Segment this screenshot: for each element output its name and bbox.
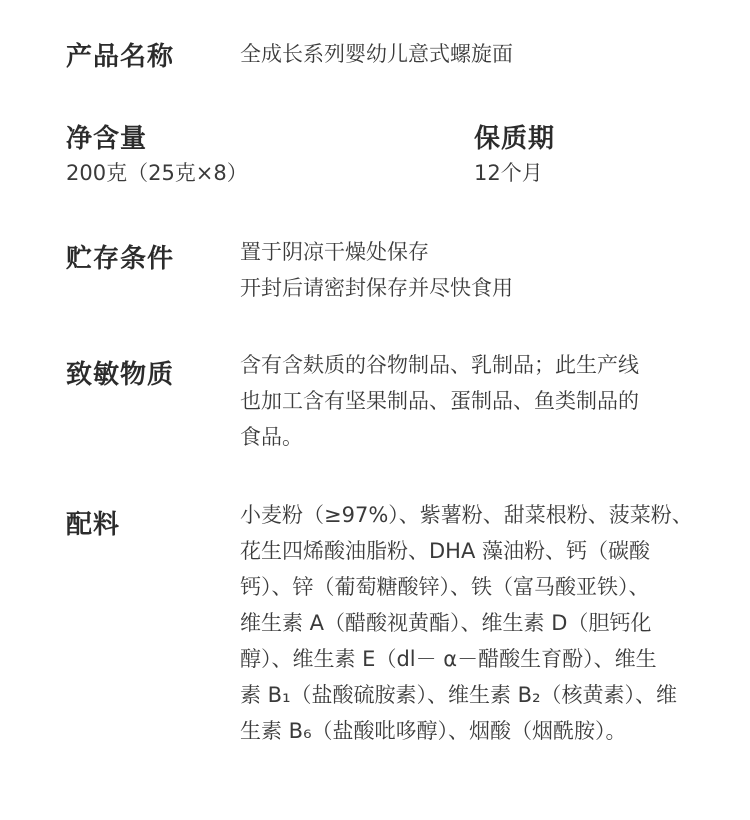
product-name-label: 产品名称 — [66, 42, 175, 72]
ingredients-line: 生素 B₆（盐酸吡哆醇）、烟酸（烟酰胺）。 — [240, 719, 627, 743]
allergens-label: 致敏物质 — [66, 360, 175, 390]
net-content-label: 净含量 — [66, 124, 148, 154]
ingredients-line: 素 B₁（盐酸硫胺素）、维生素 B₂（核黄素）、维 — [240, 683, 677, 707]
ingredients-line: 小麦粉（≥97%）、紫薯粉、甜菜根粉、菠菜粉、 — [240, 503, 693, 527]
allergens-line: 也加工含有坚果制品、蛋制品、鱼类制品的 — [240, 389, 639, 413]
storage-value — [240, 234, 720, 306]
ingredients-line: 花生四烯酸油脂粉、DHA 藻油粉、钙（碳酸 — [240, 539, 651, 563]
ingredients-line: 维生素 A（醋酸视黄酯）、维生素 D（胆钙化 — [240, 611, 652, 635]
ingredients-label: 配料 — [66, 510, 121, 540]
product-name-value: 全成长系列婴幼儿意式螺旋面 — [240, 42, 513, 66]
storage-label: 贮存条件 — [66, 244, 175, 274]
allergens-line: 食品。 — [240, 425, 303, 449]
net-content-value: 200克（25克×8） — [66, 161, 248, 185]
allergens-line: 含有含麸质的谷物制品、乳制品；此生产线 — [240, 353, 639, 377]
storage-line: 置于阴凉干燥处保存 — [240, 240, 429, 264]
shelf-life-value: 12个月 — [474, 161, 543, 185]
storage-line: 开封后请密封保存并尽快食用 — [240, 276, 513, 300]
allergens-value — [240, 347, 720, 455]
ingredients-value — [240, 497, 720, 749]
ingredients-line: 醇）、维生素 E（dl－ α－醋酸生育酚）、维生 — [240, 647, 657, 671]
ingredients-line: 钙）、锌（葡萄糖酸锌）、铁（富马酸亚铁）、 — [240, 575, 650, 599]
shelf-life-label: 保质期 — [474, 124, 556, 154]
